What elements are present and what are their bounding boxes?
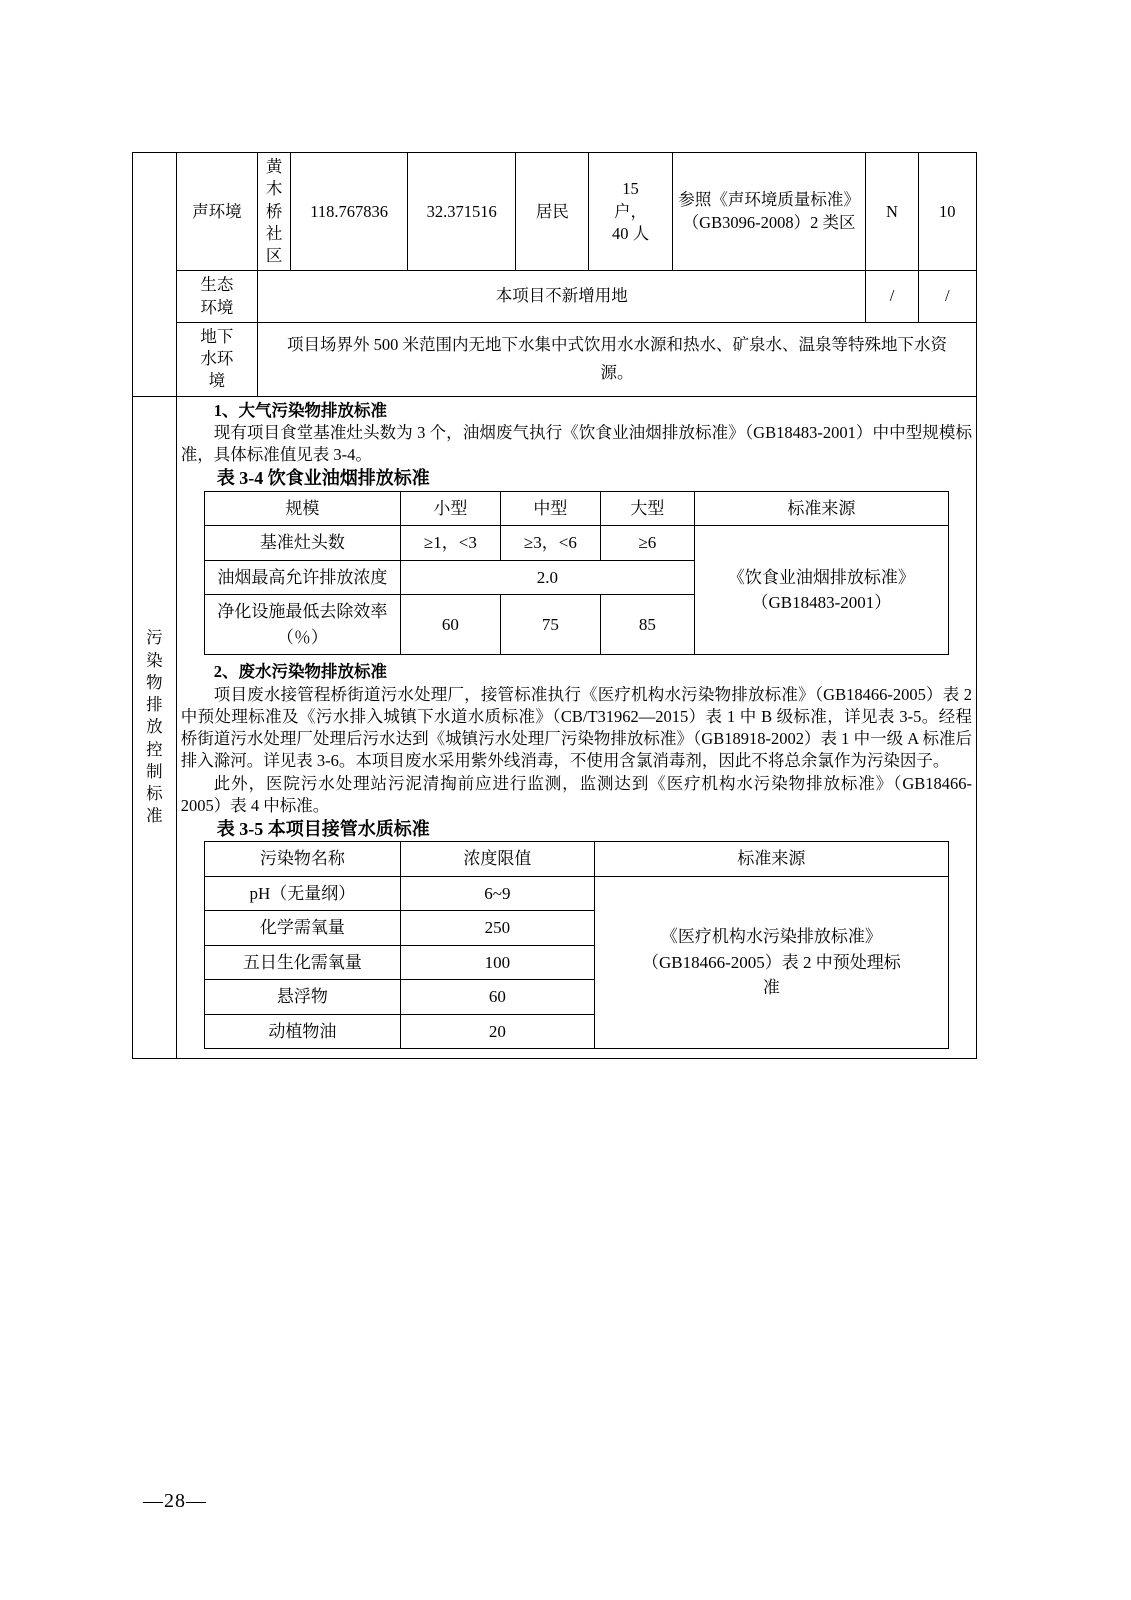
main-document-table: [132, 152, 977, 1059]
table-row: [204, 876, 948, 911]
direction-value: N: [866, 153, 918, 271]
burner-large: ≥6: [600, 526, 694, 561]
standard-reference: 参照《声环境质量标准》（GB3096-2008）2 类区: [672, 153, 866, 271]
row-label-max-concentration: 油烟最高允许排放浓度: [204, 560, 400, 595]
pollutant-name: pH（无量纲）: [204, 876, 400, 911]
pollutant-name: 五日生化需氧量: [204, 945, 400, 980]
table-row: [133, 153, 977, 271]
env-name-acoustic: 声环境: [176, 153, 257, 271]
col-header-source: 标准来源: [694, 491, 948, 526]
table-row: [204, 842, 948, 877]
table-3-5-source: 《医疗机构水污染排放标准》 （GB18466-2005）表 2 中预处理标 准: [594, 876, 948, 1049]
pollutant-limit: 20: [400, 1014, 594, 1049]
direction-value: /: [866, 271, 918, 323]
receptor-scale: 15 户， 40 人: [589, 153, 672, 271]
removal-medium: 75: [500, 595, 600, 655]
section2-para2: 此外，医院污水处理站污泥清掏前应进行监测，监测达到《医疗机构水污染物排放标准》（GB18466-2005）表 4 中标准。: [180, 773, 972, 815]
section2-para1: 项目废水接管程桥街道污水处理厂，接管标准执行《医疗机构水污染物排放标准》（GB18466-2005）表 2 中预处理标准及《污水排入城镇下水道水质标准》（CB/T31962—2015）表 1 中 B 级标准，详见表 3-5。经程桥街道污水处理厂处理后污水达到《城镇污水处理厂污染物排放标准》（GB18918-2002）表 1 中一级 A 标准后排入滁河。详见表 3-6。本项目废水采用紫外线消毒，不使用含氯消毒剂，因此不将总余氯作为污染因子。: [180, 684, 972, 771]
row-label-removal-efficiency: 净化设施最低去除效率 （％）: [204, 595, 400, 655]
pollutant-limit: 60: [400, 980, 594, 1015]
section2-heading: 2、废水污染物排放标准: [213, 662, 387, 682]
col-header-limit: 浓度限值: [400, 842, 594, 877]
table-3-4: [204, 491, 949, 656]
pollutant-name: 悬浮物: [204, 980, 400, 1015]
table-row: [204, 491, 948, 526]
pollutant-limit: 6~9: [400, 876, 594, 911]
table-3-4-caption: 表 3-4 饮食业油烟排放标准: [216, 468, 430, 489]
table-3-5-caption: 表 3-5 本项目接管水质标准: [216, 819, 430, 840]
table-row: [133, 322, 977, 396]
env-name-groundwater: 地下 水环 境: [176, 322, 257, 396]
latitude-value: 32.371516: [408, 153, 516, 271]
distance-value: /: [918, 271, 976, 323]
col-header-scale: 规模: [204, 491, 400, 526]
burner-medium: ≥3，<6: [500, 526, 600, 561]
table-row: [204, 526, 948, 561]
col-header-source: 标准来源: [594, 842, 948, 877]
env-name-ecology: 生态 环境: [176, 271, 257, 323]
section-label-pollutant-standards: 污 染 物 排 放 控 制 标 准: [133, 396, 177, 1059]
removal-small: 60: [400, 595, 500, 655]
pollutant-name: 化学需氧量: [204, 911, 400, 946]
section1-heading: 1、大气污染物排放标准: [213, 400, 387, 420]
pollutant-standards-content: [176, 396, 976, 1059]
max-concentration-value: 2.0: [400, 560, 694, 595]
longitude-value: 118.767836: [291, 153, 408, 271]
table-row: [133, 271, 977, 323]
section1-para1: 现有项目食堂基准灶头数为 3 个，油烟废气执行《饮食业油烟排放标准》（GB18483-2001）中中型规模标准，具体标准值见表 3-4。: [180, 422, 972, 465]
page-number: —28—: [143, 1490, 207, 1512]
pollutant-limit: 100: [400, 945, 594, 980]
removal-large: 85: [600, 595, 694, 655]
pollutant-name: 动植物油: [204, 1014, 400, 1049]
row-label-empty: [133, 153, 177, 397]
groundwater-note: 项目场界外 500 米范围内无地下水集中式饮用水水源和热水、矿泉水、温泉等特殊地下水资源。: [258, 322, 977, 396]
receptor-type: 居民: [516, 153, 589, 271]
distance-value: 10: [918, 153, 976, 271]
table-3-4-source: 《饮食业油烟排放标准》 （GB18483-2001）: [694, 526, 948, 655]
col-header-large: 大型: [600, 491, 694, 526]
row-label-burner-count: 基准灶头数: [204, 526, 400, 561]
col-header-small: 小型: [400, 491, 500, 526]
ecology-note: 本项目不新增用地: [258, 271, 866, 323]
table-row: [133, 396, 977, 1059]
col-header-pollutant-name: 污染物名称: [204, 842, 400, 877]
pollutant-limit: 250: [400, 911, 594, 946]
col-header-medium: 中型: [500, 491, 600, 526]
burner-small: ≥1，<3: [400, 526, 500, 561]
table-3-5: [204, 841, 949, 1049]
community-name: 黄木桥社区: [258, 153, 291, 271]
